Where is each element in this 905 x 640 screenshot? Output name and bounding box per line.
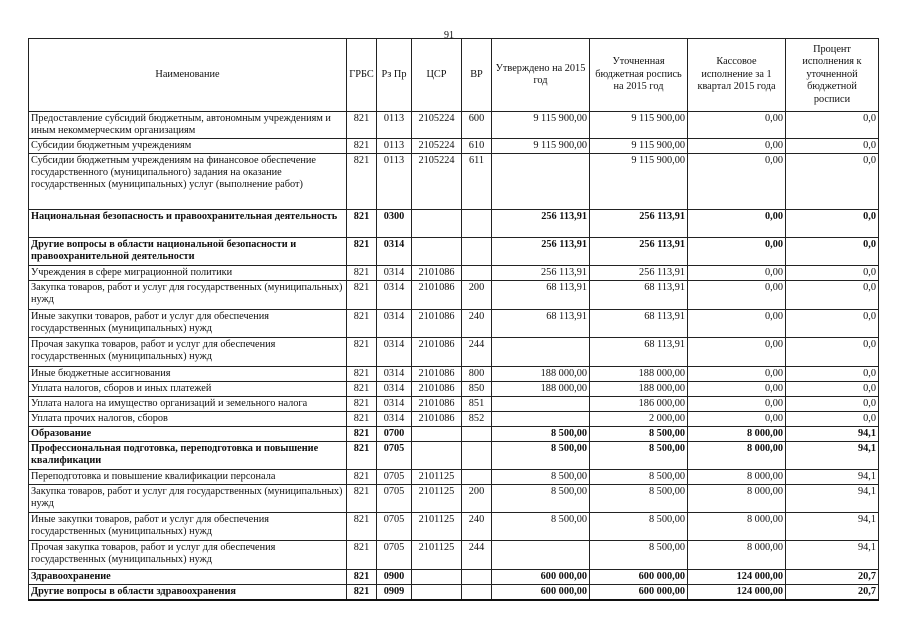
cell-name: Прочая закупка товаров, работ и услуг для обеспечения государственных (муниципальных) нужд	[29, 338, 347, 367]
cell-approved	[492, 397, 590, 412]
cell-refined: 256 113,91	[590, 238, 688, 266]
cell-approved: 8 500,00	[492, 427, 590, 442]
table-row	[29, 210, 879, 238]
cell-csr: 2101125	[412, 513, 462, 541]
cell-approved: 8 500,00	[492, 470, 590, 485]
cell-approved: 8 500,00	[492, 442, 590, 470]
cell-name: Учреждения в сфере миграционной политики	[29, 266, 347, 281]
table-row	[29, 485, 879, 513]
cell-vr: 610	[462, 139, 492, 154]
cell-grbs: 821	[347, 412, 377, 427]
cell-approved: 9 115 900,00	[492, 112, 590, 139]
cell-percent: 94,1	[786, 442, 879, 470]
cell-percent: 94,1	[786, 470, 879, 485]
cell-rzpr: 0705	[377, 541, 412, 570]
cell-csr: 2105224	[412, 139, 462, 154]
cell-vr	[462, 442, 492, 470]
cell-cash: 8 000,00	[688, 427, 786, 442]
cell-vr: 240	[462, 310, 492, 338]
cell-refined: 8 500,00	[590, 513, 688, 541]
cell-rzpr: 0314	[377, 382, 412, 397]
cell-cash: 8 000,00	[688, 442, 786, 470]
cell-cash: 0,00	[688, 112, 786, 139]
cell-csr: 2101086	[412, 281, 462, 310]
cell-refined: 8 500,00	[590, 485, 688, 513]
cell-refined: 188 000,00	[590, 382, 688, 397]
cell-grbs: 821	[347, 541, 377, 570]
cell-name: Уплата налога на имущество организаций и земельного налога	[29, 397, 347, 412]
table-row	[29, 382, 879, 397]
cell-cash: 0,00	[688, 281, 786, 310]
cell-cash: 0,00	[688, 382, 786, 397]
cell-vr	[462, 470, 492, 485]
header-percent: Процент исполнения к уточненной бюджетной росписи	[786, 39, 879, 112]
table-row	[29, 367, 879, 382]
cell-cash: 0,00	[688, 154, 786, 210]
cell-approved: 68 113,91	[492, 281, 590, 310]
cell-csr	[412, 585, 462, 601]
cell-name: Прочая закупка товаров, работ и услуг для обеспечения государственных (муниципальных) нужд	[29, 541, 347, 570]
cell-grbs: 821	[347, 470, 377, 485]
cell-name: Уплата прочих налогов, сборов	[29, 412, 347, 427]
cell-grbs: 821	[347, 238, 377, 266]
header-name: Наименование	[29, 39, 347, 112]
cell-grbs: 821	[347, 427, 377, 442]
cell-percent: 0,0	[786, 154, 879, 210]
table-header-row	[29, 39, 879, 112]
header-csr: ЦСР	[412, 39, 462, 112]
cell-rzpr: 0705	[377, 513, 412, 541]
cell-vr: 200	[462, 485, 492, 513]
cell-vr: 850	[462, 382, 492, 397]
cell-approved	[492, 338, 590, 367]
table-row	[29, 281, 879, 310]
cell-name: Национальная безопасность и правоохранительная деятельность	[29, 210, 347, 238]
cell-refined: 68 113,91	[590, 338, 688, 367]
cell-refined: 256 113,91	[590, 266, 688, 281]
cell-approved: 600 000,00	[492, 570, 590, 585]
cell-grbs: 821	[347, 310, 377, 338]
cell-rzpr: 0314	[377, 266, 412, 281]
cell-csr: 2105224	[412, 112, 462, 139]
cell-name: Закупка товаров, работ и услуг для государственных (муниципальных) нужд	[29, 281, 347, 310]
cell-grbs: 821	[347, 485, 377, 513]
header-rzpr: Рз Пр	[377, 39, 412, 112]
cell-cash: 0,00	[688, 338, 786, 367]
cell-approved: 8 500,00	[492, 513, 590, 541]
cell-cash: 0,00	[688, 238, 786, 266]
cell-refined: 2 000,00	[590, 412, 688, 427]
cell-cash: 0,00	[688, 367, 786, 382]
cell-percent: 0,0	[786, 210, 879, 238]
cell-percent: 0,0	[786, 281, 879, 310]
table-row	[29, 238, 879, 266]
cell-name: Образование	[29, 427, 347, 442]
header-approved: Утверждено на 2015 год	[492, 39, 590, 112]
cell-percent: 0,0	[786, 412, 879, 427]
cell-name: Другие вопросы в области здравоохранения	[29, 585, 347, 601]
cell-vr	[462, 210, 492, 238]
cell-cash: 0,00	[688, 397, 786, 412]
cell-vr	[462, 427, 492, 442]
cell-vr	[462, 238, 492, 266]
cell-percent: 0,0	[786, 112, 879, 139]
cell-grbs: 821	[347, 154, 377, 210]
cell-percent: 0,0	[786, 367, 879, 382]
cell-csr	[412, 210, 462, 238]
cell-csr: 2101125	[412, 470, 462, 485]
cell-rzpr: 0314	[377, 238, 412, 266]
header-vr: ВР	[462, 39, 492, 112]
cell-grbs: 821	[347, 367, 377, 382]
cell-rzpr: 0705	[377, 470, 412, 485]
cell-refined: 68 113,91	[590, 281, 688, 310]
cell-percent: 0,0	[786, 338, 879, 367]
cell-grbs: 821	[347, 585, 377, 601]
cell-approved: 600 000,00	[492, 585, 590, 601]
budget-table	[28, 38, 879, 601]
header-refined: Уточненная бюджетная роспись на 2015 год	[590, 39, 688, 112]
cell-approved	[492, 154, 590, 210]
cell-refined: 68 113,91	[590, 310, 688, 338]
cell-refined: 8 500,00	[590, 442, 688, 470]
cell-name: Иные закупки товаров, работ и услуг для обеспечения государственных (муниципальных) нужд	[29, 513, 347, 541]
cell-csr: 2101086	[412, 266, 462, 281]
cell-grbs: 821	[347, 442, 377, 470]
cell-grbs: 821	[347, 397, 377, 412]
cell-cash: 8 000,00	[688, 470, 786, 485]
cell-name: Иные бюджетные ассигнования	[29, 367, 347, 382]
cell-csr: 2101086	[412, 382, 462, 397]
cell-percent: 94,1	[786, 513, 879, 541]
cell-rzpr: 0705	[377, 485, 412, 513]
table-row	[29, 412, 879, 427]
header-grbs: ГРБС	[347, 39, 377, 112]
cell-refined: 8 500,00	[590, 541, 688, 570]
cell-cash: 124 000,00	[688, 585, 786, 601]
cell-rzpr: 0314	[377, 397, 412, 412]
table-row	[29, 585, 879, 601]
cell-csr: 2101086	[412, 338, 462, 367]
cell-rzpr: 0314	[377, 281, 412, 310]
cell-cash: 8 000,00	[688, 513, 786, 541]
table-row	[29, 397, 879, 412]
cell-csr: 2101125	[412, 541, 462, 570]
cell-refined: 186 000,00	[590, 397, 688, 412]
table-row	[29, 470, 879, 485]
cell-refined: 600 000,00	[590, 570, 688, 585]
table-row	[29, 513, 879, 541]
cell-approved: 256 113,91	[492, 238, 590, 266]
cell-refined: 8 500,00	[590, 470, 688, 485]
cell-rzpr: 0909	[377, 585, 412, 601]
cell-percent: 0,0	[786, 310, 879, 338]
cell-rzpr: 0314	[377, 338, 412, 367]
cell-vr: 200	[462, 281, 492, 310]
cell-rzpr: 0113	[377, 112, 412, 139]
cell-vr	[462, 570, 492, 585]
cell-cash: 8 000,00	[688, 541, 786, 570]
cell-percent: 0,0	[786, 238, 879, 266]
cell-name: Профессиональная подготовка, переподготовка и повышение квалификации	[29, 442, 347, 470]
cell-rzpr: 0900	[377, 570, 412, 585]
cell-approved: 9 115 900,00	[492, 139, 590, 154]
cell-grbs: 821	[347, 281, 377, 310]
cell-cash: 0,00	[688, 139, 786, 154]
cell-cash: 0,00	[688, 266, 786, 281]
cell-name: Здравоохранение	[29, 570, 347, 585]
cell-approved: 188 000,00	[492, 382, 590, 397]
cell-cash: 124 000,00	[688, 570, 786, 585]
cell-grbs: 821	[347, 112, 377, 139]
cell-rzpr: 0113	[377, 139, 412, 154]
cell-refined: 9 115 900,00	[590, 139, 688, 154]
cell-approved: 256 113,91	[492, 210, 590, 238]
cell-csr: 2101125	[412, 485, 462, 513]
cell-rzpr: 0314	[377, 412, 412, 427]
cell-csr	[412, 442, 462, 470]
cell-name: Субсидии бюджетным учреждениям	[29, 139, 347, 154]
cell-rzpr: 0113	[377, 154, 412, 210]
cell-name: Иные закупки товаров, работ и услуг для обеспечения государственных (муниципальных) нужд	[29, 310, 347, 338]
cell-approved	[492, 541, 590, 570]
cell-vr: 240	[462, 513, 492, 541]
cell-refined: 600 000,00	[590, 585, 688, 601]
header-cash: Кассовое исполнение за 1 квартал 2015 года	[688, 39, 786, 112]
cell-grbs: 821	[347, 139, 377, 154]
table-row	[29, 427, 879, 442]
cell-name: Предоставление субсидий бюджетным, автономным учреждениям и иным некоммерческим организациям	[29, 112, 347, 139]
cell-csr	[412, 427, 462, 442]
cell-percent: 20,7	[786, 585, 879, 601]
cell-percent: 0,0	[786, 266, 879, 281]
cell-grbs: 821	[347, 266, 377, 281]
cell-rzpr: 0705	[377, 442, 412, 470]
cell-percent: 94,1	[786, 485, 879, 513]
cell-percent: 0,0	[786, 382, 879, 397]
table-row	[29, 154, 879, 210]
cell-rzpr: 0700	[377, 427, 412, 442]
cell-percent: 20,7	[786, 570, 879, 585]
cell-csr	[412, 570, 462, 585]
cell-cash: 8 000,00	[688, 485, 786, 513]
cell-csr: 2101086	[412, 397, 462, 412]
table-row	[29, 338, 879, 367]
cell-percent: 0,0	[786, 139, 879, 154]
cell-name: Закупка товаров, работ и услуг для государственных (муниципальных) нужд	[29, 485, 347, 513]
cell-grbs: 821	[347, 382, 377, 397]
table-row	[29, 310, 879, 338]
cell-refined: 188 000,00	[590, 367, 688, 382]
cell-vr: 852	[462, 412, 492, 427]
cell-percent: 0,0	[786, 397, 879, 412]
cell-refined: 9 115 900,00	[590, 154, 688, 210]
table-row	[29, 266, 879, 281]
cell-name: Уплата налогов, сборов и иных платежей	[29, 382, 347, 397]
cell-vr: 600	[462, 112, 492, 139]
cell-vr: 800	[462, 367, 492, 382]
cell-vr	[462, 266, 492, 281]
cell-percent: 94,1	[786, 427, 879, 442]
table-row	[29, 139, 879, 154]
cell-vr: 244	[462, 338, 492, 367]
cell-approved	[492, 412, 590, 427]
cell-approved: 188 000,00	[492, 367, 590, 382]
cell-rzpr: 0314	[377, 310, 412, 338]
cell-grbs: 821	[347, 513, 377, 541]
table-row	[29, 112, 879, 139]
cell-csr: 2101086	[412, 412, 462, 427]
cell-cash: 0,00	[688, 310, 786, 338]
cell-vr: 611	[462, 154, 492, 210]
cell-grbs: 821	[347, 210, 377, 238]
page-number: 91	[444, 30, 454, 41]
cell-vr	[462, 585, 492, 601]
cell-refined: 8 500,00	[590, 427, 688, 442]
cell-name: Субсидии бюджетным учреждениям на финансовое обеспечение государственного (муниципального) задания на оказание государственных (муниципальных) услуг (выполнение работ)	[29, 154, 347, 210]
table-row	[29, 570, 879, 585]
cell-vr: 851	[462, 397, 492, 412]
cell-grbs: 821	[347, 570, 377, 585]
cell-csr: 2101086	[412, 367, 462, 382]
table-row	[29, 442, 879, 470]
cell-refined: 9 115 900,00	[590, 112, 688, 139]
cell-approved: 256 113,91	[492, 266, 590, 281]
cell-cash: 0,00	[688, 210, 786, 238]
cell-rzpr: 0300	[377, 210, 412, 238]
cell-approved: 8 500,00	[492, 485, 590, 513]
cell-csr: 2105224	[412, 154, 462, 210]
cell-name: Другие вопросы в области национальной безопасности и правоохранительной деятельности	[29, 238, 347, 266]
cell-cash: 0,00	[688, 412, 786, 427]
cell-rzpr: 0314	[377, 367, 412, 382]
cell-approved: 68 113,91	[492, 310, 590, 338]
cell-csr	[412, 238, 462, 266]
cell-csr: 2101086	[412, 310, 462, 338]
cell-refined: 256 113,91	[590, 210, 688, 238]
cell-name: Переподготовка и повышение квалификации персонала	[29, 470, 347, 485]
cell-vr: 244	[462, 541, 492, 570]
table-row	[29, 541, 879, 570]
cell-percent: 94,1	[786, 541, 879, 570]
cell-grbs: 821	[347, 338, 377, 367]
